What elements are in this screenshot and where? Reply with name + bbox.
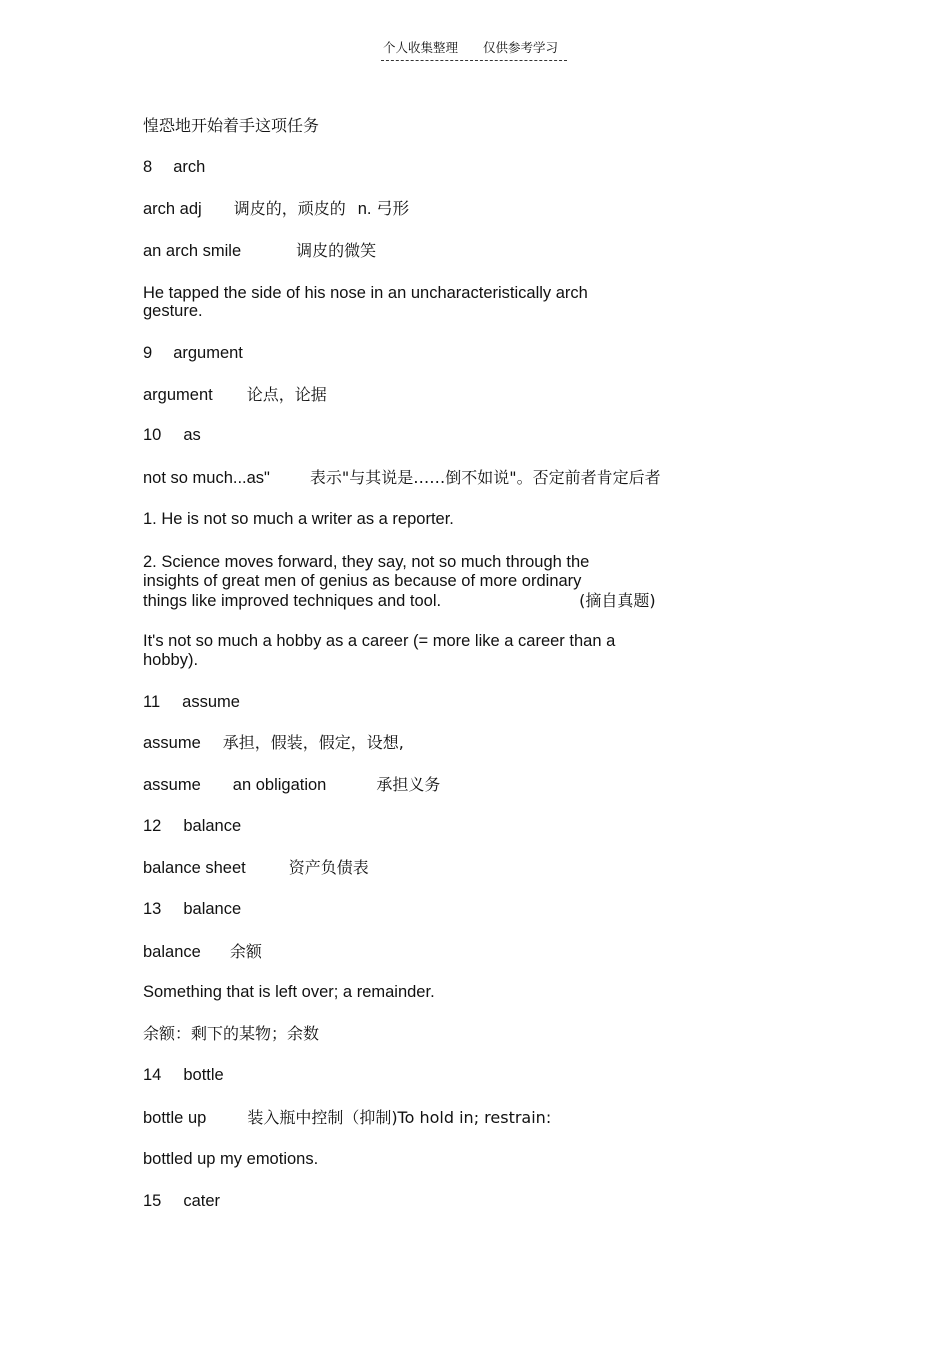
entry-number: 11 bbox=[143, 693, 161, 711]
gloss: 承担，假装，假定，设想, bbox=[222, 733, 404, 752]
definition-line bbox=[143, 733, 404, 753]
gloss: 资产负债表 bbox=[288, 858, 369, 877]
term: assume bbox=[143, 776, 201, 794]
example-line: He tapped the side of his nose in an uncharacteristically arch bbox=[143, 284, 588, 302]
entry-word: arch bbox=[173, 158, 206, 176]
example-line: hobby). bbox=[143, 651, 199, 669]
entry-word: cater bbox=[183, 1192, 221, 1210]
example-line: 1. He is not so much a writer as a reporter. bbox=[143, 510, 454, 528]
entry-word: bottle bbox=[183, 1066, 224, 1084]
entry-word: assume bbox=[182, 693, 240, 711]
gloss: 论点，论据 bbox=[246, 385, 327, 404]
gloss: 调皮的，顽皮的 bbox=[233, 199, 346, 218]
entry-heading bbox=[143, 817, 241, 836]
entry-number: 15 bbox=[143, 1192, 162, 1210]
term-extra: an obligation bbox=[232, 776, 327, 794]
definition-line bbox=[143, 775, 440, 795]
entry-heading bbox=[143, 158, 205, 177]
entry-heading bbox=[143, 693, 240, 712]
term: balance bbox=[143, 943, 201, 961]
definition-line bbox=[143, 199, 409, 219]
entry-number: 9 bbox=[143, 344, 153, 362]
entry-word: argument bbox=[173, 344, 243, 362]
term: bottle up bbox=[143, 1109, 207, 1127]
term: an arch smile bbox=[143, 242, 242, 260]
example-line: insights of great men of genius as because of more ordinary bbox=[143, 572, 582, 590]
header-right-text: 仅供参考学习 bbox=[483, 40, 559, 55]
entry-number: 13 bbox=[143, 900, 162, 918]
text-line: 惶恐地开始着手这项任务 bbox=[143, 116, 320, 135]
term: argument bbox=[143, 386, 213, 404]
entry-number: 10 bbox=[143, 426, 162, 444]
header-left-text: 个人收集整理 bbox=[383, 40, 459, 55]
definition-text-cn: 余额：剩下的某物；余数 bbox=[143, 1024, 320, 1043]
entry-heading bbox=[143, 344, 243, 363]
definition-line bbox=[143, 468, 661, 488]
entry-word: balance bbox=[183, 817, 242, 835]
term: balance sheet bbox=[143, 859, 246, 877]
entry-number: 8 bbox=[143, 158, 153, 176]
term: not so much...as" bbox=[143, 469, 270, 487]
gloss: 余额 bbox=[229, 942, 262, 961]
entry-heading bbox=[143, 1066, 224, 1085]
entry-heading bbox=[143, 1192, 220, 1211]
definition-line bbox=[143, 1108, 551, 1128]
entry-heading bbox=[143, 426, 201, 445]
definition-line bbox=[143, 858, 369, 878]
definition-line bbox=[143, 385, 327, 405]
gloss: 装入瓶中控制（抑制)To hold in; restrain: bbox=[247, 1108, 552, 1127]
example-line: bottled up my emotions. bbox=[143, 1150, 319, 1168]
entry-word: balance bbox=[183, 900, 242, 918]
gloss: 调皮的微笑 bbox=[296, 241, 377, 260]
term: assume bbox=[143, 734, 201, 752]
source-note: (摘自真题) bbox=[579, 591, 656, 610]
term: arch adj bbox=[143, 200, 202, 218]
example-line: It's not so much a hobby as a career (= more like a career than a bbox=[143, 632, 616, 650]
example-line bbox=[143, 591, 656, 611]
gloss: 承担义务 bbox=[376, 775, 441, 794]
definition-line bbox=[143, 942, 262, 962]
entry-heading bbox=[143, 900, 241, 919]
example-text: things like improved techniques and tool. bbox=[143, 592, 442, 610]
gloss-extra: n. 弓形 bbox=[357, 200, 410, 218]
example-line: 2. Science moves forward, they say, not so much through the bbox=[143, 553, 590, 571]
definition-text: Something that is left over; a remainder. bbox=[143, 983, 435, 1001]
entry-number: 14 bbox=[143, 1066, 162, 1084]
page-header bbox=[381, 40, 567, 61]
entry-number: 12 bbox=[143, 817, 162, 835]
gloss: 表示"与其说是……倒不如说"。否定前者肯定后者 bbox=[309, 468, 661, 487]
definition-line bbox=[143, 241, 376, 261]
example-line: gesture. bbox=[143, 302, 203, 320]
entry-word: as bbox=[183, 426, 201, 444]
